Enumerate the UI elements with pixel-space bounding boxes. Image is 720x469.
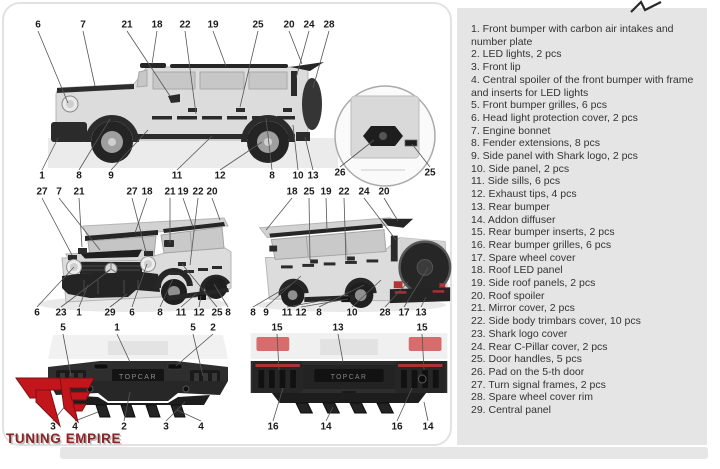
callout-front-view-27: 27 xyxy=(126,186,138,198)
callout-front-view-25: 25 xyxy=(211,307,223,319)
parts-list-item: 14. Addon diffuser xyxy=(471,213,556,226)
parts-list-item: 25. Door handles, 5 pcs xyxy=(471,353,582,366)
callout-front-bumper-4: 4 xyxy=(72,421,78,433)
callout-rear-view-12: 12 xyxy=(295,307,307,319)
callout-front-bumper-1: 1 xyxy=(114,322,120,334)
parts-list-item: 21. Mirror cover, 2 pcs xyxy=(471,302,575,315)
callout-front-view-1: 1 xyxy=(76,307,82,319)
callout-rear-view-13: 13 xyxy=(415,307,427,319)
callout-front-view-21: 21 xyxy=(164,186,176,198)
parts-list-item: 15. Rear bumper inserts, 2 pcs xyxy=(471,226,615,239)
parts-list-item: 4. Central spoiler of the front bumper with frame and inserts for LED lights xyxy=(471,73,694,99)
callout-front-bumper-5: 5 xyxy=(190,322,196,334)
callout-rear-bumper-15: 15 xyxy=(416,322,428,334)
callout-front-view-6: 6 xyxy=(34,307,40,319)
parts-list-item: 20. Roof spoiler xyxy=(471,289,545,302)
callout-rear-bumper-16: 16 xyxy=(267,421,279,433)
parts-list-item: 6. Head light protection cover, 2 pcs xyxy=(471,111,638,124)
parts-list-item: 22. Side body trimbars cover, 10 pcs xyxy=(471,315,641,328)
parts-list-item: 19. Side roof panels, 2 pcs xyxy=(471,277,596,290)
callout-side-view-13: 13 xyxy=(307,170,319,182)
callout-rear-view-19: 19 xyxy=(320,186,332,198)
callout-rear-view-17: 17 xyxy=(398,307,410,319)
parts-list-item: 1. Front bumper with carbon air intakes and number plate xyxy=(471,23,674,48)
callout-rear-view-28: 28 xyxy=(379,307,391,319)
callout-front-bumper-3: 3 xyxy=(50,421,56,433)
callout-side-view-11: 11 xyxy=(171,170,183,182)
callout-front-view-8: 8 xyxy=(225,307,231,319)
callout-front-view-7: 7 xyxy=(56,186,62,198)
callout-side-view-8: 8 xyxy=(76,170,82,182)
callout-rear-view-22: 22 xyxy=(338,186,350,198)
callout-side-view-25: 25 xyxy=(252,19,264,31)
callout-rear-view-25: 25 xyxy=(303,186,315,198)
callout-rear-view-20: 20 xyxy=(378,186,390,198)
callout-door-inset-25: 25 xyxy=(424,167,436,179)
callout-rear-view-18: 18 xyxy=(286,186,298,198)
parts-list-item: 16. Rear bumper grilles, 6 pcs xyxy=(471,238,612,251)
callout-side-view-10: 10 xyxy=(292,170,304,182)
parts-list-item: 23. Shark logo cover xyxy=(471,327,568,340)
parts-list-item: 9. Side panel with Shark logo, 2 pcs xyxy=(471,150,638,163)
callout-rear-bumper-13: 13 xyxy=(332,322,344,334)
parts-list-item: 12. Exhaust tips, 4 pcs xyxy=(471,188,577,201)
callout-front-view-29: 29 xyxy=(104,307,116,319)
front-bumper-brand-text: TOPCAR xyxy=(118,374,158,381)
parts-list-item: 29. Central panel xyxy=(471,404,551,417)
callout-side-view-9: 9 xyxy=(108,170,114,182)
parts-list-item: 17. Spare wheel cover xyxy=(471,251,576,264)
parts-list-item: 2. LED lights, 2 pcs xyxy=(471,48,562,61)
parts-list-item: 13. Rear bumper xyxy=(471,200,550,213)
parts-list-item: 24. Rear C-Pillar cover, 2 pcs xyxy=(471,340,608,353)
callout-front-view-18: 18 xyxy=(141,186,153,198)
callout-front-view-12: 12 xyxy=(193,307,205,319)
parts-list-item: 18. Roof LED panel xyxy=(471,264,563,277)
rear-bumper-brand-text: TOPCAR xyxy=(330,373,368,382)
callout-rear-bumper-14: 14 xyxy=(422,421,434,433)
parts-list-item: 8. Fender extensions, 8 pcs xyxy=(471,137,600,150)
callout-side-view-21: 21 xyxy=(121,19,133,31)
callout-front-bumper-2: 2 xyxy=(210,322,216,334)
callout-front-view-20: 20 xyxy=(206,186,218,198)
callout-front-view-27: 27 xyxy=(36,186,48,198)
callout-side-view-7: 7 xyxy=(80,19,86,31)
callout-rear-bumper-14: 14 xyxy=(320,421,332,433)
parts-list-item: 7. Engine bonnet xyxy=(471,124,551,137)
callout-door-inset-26: 26 xyxy=(334,167,346,179)
callout-side-view-8: 8 xyxy=(269,170,275,182)
callout-front-view-21: 21 xyxy=(73,186,85,198)
callout-front-view-23: 23 xyxy=(55,307,67,319)
callout-front-bumper-5: 5 xyxy=(60,322,66,334)
callout-side-view-19: 19 xyxy=(207,19,219,31)
callout-front-bumper-3: 3 xyxy=(163,421,169,433)
callout-rear-view-24: 24 xyxy=(358,186,370,198)
callout-side-view-24: 24 xyxy=(303,19,315,31)
callout-rear-view-10: 10 xyxy=(346,307,358,319)
callout-side-view-20: 20 xyxy=(283,19,295,31)
callout-front-view-11: 11 xyxy=(175,307,187,319)
callout-side-view-22: 22 xyxy=(179,19,191,31)
callout-rear-view-9: 9 xyxy=(263,307,269,319)
callout-front-view-19: 19 xyxy=(177,186,189,198)
callout-front-view-6: 6 xyxy=(129,307,135,319)
callout-front-view-22: 22 xyxy=(192,186,204,198)
parts-list-item: 11. Side sills, 6 pcs xyxy=(471,175,561,188)
callout-rear-view-8: 8 xyxy=(250,307,256,319)
parts-list-item: 3. Front lip xyxy=(471,61,521,74)
callout-side-view-1: 1 xyxy=(39,170,45,182)
parts-list-item: 28. Spare wheel cover rim xyxy=(471,391,593,404)
callout-side-view-6: 6 xyxy=(35,19,41,31)
tf-logo-icon xyxy=(14,368,98,437)
callout-side-view-18: 18 xyxy=(151,19,163,31)
callout-rear-view-11: 11 xyxy=(281,307,293,319)
parts-list-item: 5. Front bumper grilles, 6 pcs xyxy=(471,99,607,112)
callout-front-bumper-2: 2 xyxy=(121,421,127,433)
callout-front-bumper-4: 4 xyxy=(198,421,204,433)
callout-side-view-12: 12 xyxy=(214,170,226,182)
callout-side-view-28: 28 xyxy=(323,19,335,31)
parts-list-item: 10. Side panel, 2 pcs xyxy=(471,162,570,175)
parts-list-item: 27. Turn signal frames, 2 pcs xyxy=(471,378,606,391)
callout-rear-view-8: 8 xyxy=(316,307,322,319)
brand-name: TUNING EMPIRE xyxy=(6,431,122,446)
parts-list-item: 26. Pad on the 5-th door xyxy=(471,365,585,378)
callout-front-view-8: 8 xyxy=(157,307,163,319)
callout-rear-bumper-16: 16 xyxy=(391,421,403,433)
callout-rear-bumper-15: 15 xyxy=(271,322,283,334)
